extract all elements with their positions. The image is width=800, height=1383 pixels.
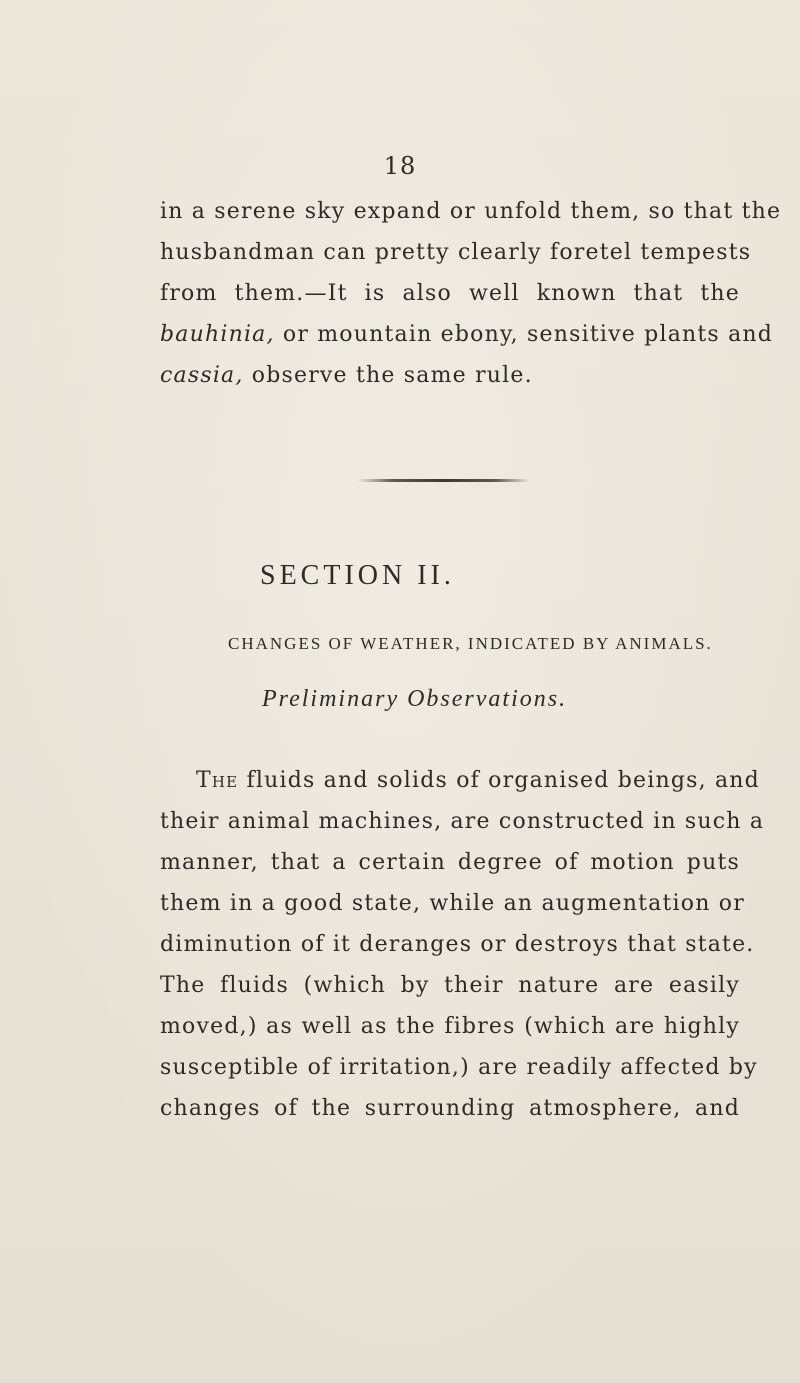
section-title: SECTION II. (260, 560, 455, 591)
text-line (160, 760, 760, 801)
section-subtitle: CHANGES OF WEATHER, INDICATED BY ANIMALS. (228, 634, 713, 653)
body-paragraph (160, 760, 765, 1129)
drop-word: The (196, 768, 239, 793)
text-line (160, 314, 774, 355)
text-line (160, 355, 740, 396)
text-fragment: observe the same rule. (243, 363, 533, 388)
text-line: them in a good state, while an augmentation or (160, 891, 745, 916)
text-line: their animal machines, are constructed in such a (160, 809, 765, 834)
text-line: susceptible of irritation,) are readily affected by (160, 1055, 758, 1080)
italic-term: cassia, (160, 363, 244, 388)
text-line: diminution of it deranges or destroys that state. (160, 932, 755, 957)
subheading: Preliminary Observations. (262, 686, 568, 712)
text-line: changes of the surrounding atmosphere, and (160, 1096, 740, 1121)
text-line: from them.—It is also well known that the (160, 281, 740, 306)
text-fragment: fluids and solids of organised beings, and (238, 768, 760, 793)
text-line: husbandman can pretty clearly foretel tempests (160, 240, 752, 265)
text-fragment: or mountain ebony, sensitive plants and (274, 322, 774, 347)
text-line: manner, that a certain degree of motion puts (160, 850, 740, 875)
text-line: in a serene sky expand or unfold them, so that the (160, 199, 782, 224)
continuation-paragraph (160, 191, 782, 396)
italic-term: bauhinia, (160, 322, 275, 347)
page-number: 18 (383, 152, 417, 180)
text-line: moved,) as well as the fibres (which are highly (160, 1014, 740, 1039)
text-line: The fluids (which by their nature are easily (160, 973, 740, 998)
section-divider (358, 479, 530, 482)
